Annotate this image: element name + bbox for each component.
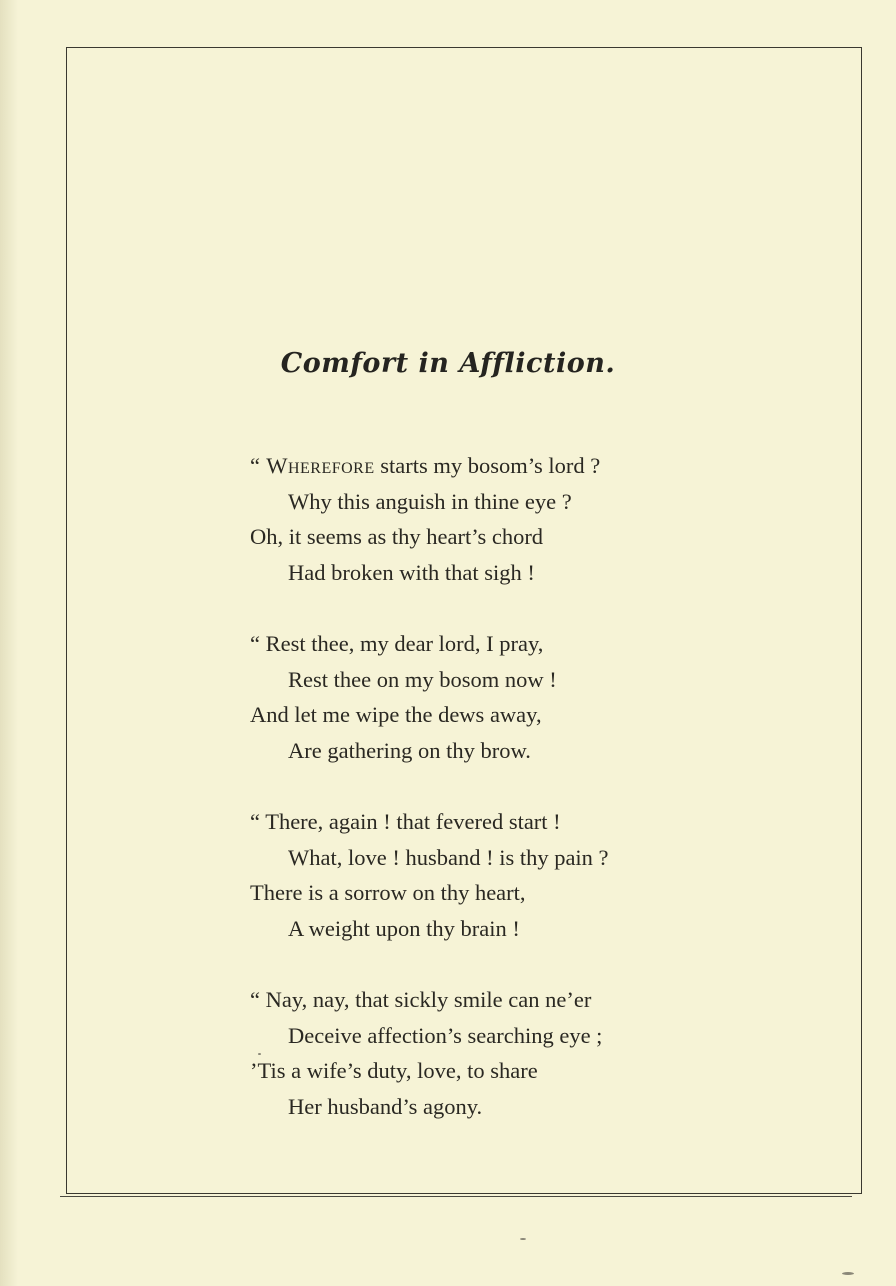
poem-line: “ Nay, nay, that sickly smile can ne’er <box>250 987 592 1012</box>
poem-line: There is a sorrow on thy heart, <box>250 880 526 905</box>
poem-line: ’Tis a wife’s duty, love, to share <box>250 1058 538 1083</box>
poem-line: A weight upon thy brain ! <box>288 915 520 941</box>
stanza-4 <box>250 982 720 1124</box>
poem-line: What, love ! husband ! is thy pain ? <box>288 844 609 870</box>
stanza-2 <box>250 626 720 768</box>
poem-line: Are gathering on thy brow. <box>288 737 531 763</box>
poem-line-opening-word: “ Wherefore <box>250 453 375 478</box>
poem-line: Why this anguish in thine eye ? <box>288 488 572 514</box>
poem-line: Deceive affection’s searching eye ; <box>288 1022 603 1048</box>
stanza-3 <box>250 804 720 946</box>
page-binding-shadow <box>0 0 18 1286</box>
poem-body <box>250 448 720 1160</box>
page-border-underline <box>60 1196 852 1197</box>
paper-speck <box>842 1272 854 1275</box>
poem-title: Comfort in Affliction. <box>280 348 616 379</box>
paper-speck <box>520 1238 526 1240</box>
poem-line <box>250 448 720 484</box>
poem-line: “ There, again ! that fevered start ! <box>250 809 561 834</box>
poem-line: Had broken with that sigh ! <box>288 559 535 585</box>
poem-line-rest: starts my bosom’s lord ? <box>374 453 601 478</box>
poem-line: Her husband’s agony. <box>288 1093 483 1119</box>
poem-line: Rest thee on my bosom now ! <box>288 666 557 692</box>
stanza-1 <box>250 448 720 590</box>
poem-line: And let me wipe the dews away, <box>250 702 542 727</box>
poem-line: “ Rest thee, my dear lord, I pray, <box>250 631 544 656</box>
paper-speck <box>258 1053 261 1055</box>
poem-line: Oh, it seems as thy heart’s chord <box>250 524 544 549</box>
